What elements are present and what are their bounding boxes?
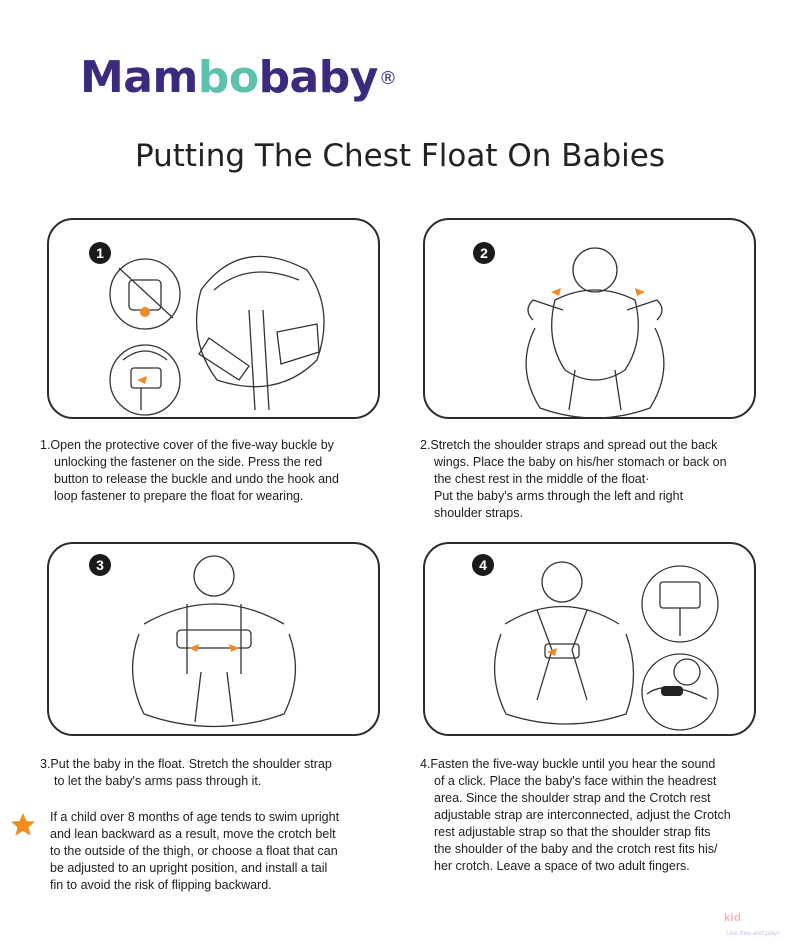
logo-text-3: baby (258, 52, 378, 103)
step-1-badge: 1 (89, 242, 111, 264)
watermark-tagline: Live free and play! (726, 930, 780, 937)
note-line: to the outside of the thigh, or choose a float that can (50, 844, 338, 858)
step-3-illustration (49, 544, 380, 736)
note-line: If a child over 8 months of age tends to swim upright (50, 810, 340, 824)
step-2-line: 2.Stretch the shoulder straps and spread out the back (420, 438, 718, 452)
step-4-line: rest adjustable strap so that the shoulder strap fits (434, 825, 711, 839)
brand-logo (80, 52, 396, 103)
step-3-illustration-panel (47, 542, 380, 736)
step-1-line: 1.Open the protective cover of the five-way buckle by (40, 438, 334, 452)
step-1-line: button to release the buckle and undo the hook and (54, 472, 339, 486)
logo-text-2: bo (197, 52, 259, 103)
step-4-line: area. Since the shoulder strap and the Crotch rest (434, 791, 711, 805)
step-2-instructions (420, 437, 770, 522)
page-title: Putting The Chest Float On Babies (134, 138, 666, 174)
step-3-line: 3.Put the baby in the float. Stretch the shoulder strap (40, 757, 332, 771)
watermark (722, 906, 794, 944)
note-line: and lean backward as a result, move the crotch belt (50, 827, 336, 841)
safety-note (50, 809, 390, 894)
step-4-badge: 4 (472, 554, 494, 576)
step-2-line: the chest rest in the middle of the float· (434, 472, 650, 486)
step-3-line: to let the baby's arms pass through it. (54, 774, 262, 788)
step-1-line: loop fastener to prepare the float for wearing. (54, 489, 304, 503)
step-4-instructions (420, 756, 770, 875)
step-4-line: adjustable strap are interconnected, adjust the Crotch (434, 808, 731, 822)
step-4-line: her crotch. Leave a space of two adult fingers. (434, 859, 690, 873)
note-line: be adjusted to an upright position, and install a tail (50, 861, 328, 875)
step-2-illustration (425, 220, 756, 419)
step-4-illustration (425, 544, 756, 736)
step-4-illustration-panel (423, 542, 756, 736)
step-4-line: 4.Fasten the five-way buckle until you hear the sound (420, 757, 716, 771)
logo-text-1: Mam (80, 52, 198, 103)
step-3-badge: 3 (89, 554, 111, 576)
step-2-line: wings. Place the baby on his/her stomach or back on (434, 455, 727, 469)
step-4-line: of a click. Place the baby's face within the headrest (434, 774, 717, 788)
star-icon (10, 812, 36, 838)
step-1-instructions (40, 437, 385, 505)
step-1-line: unlocking the fastener on the side. Press the red (54, 455, 323, 469)
step-2-badge: 2 (473, 242, 495, 264)
step-2-illustration-panel (423, 218, 756, 419)
step-3-instructions (40, 756, 385, 790)
step-1-illustration (49, 220, 380, 419)
registered-mark: ® (378, 68, 397, 89)
step-2-line: shoulder straps. (434, 506, 523, 520)
note-line: fin to avoid the risk of flipping backward. (50, 878, 272, 892)
watermark-word: kid (724, 912, 742, 924)
step-4-line: the shoulder of the baby and the crotch rest fits his/ (434, 842, 718, 856)
step-1-illustration-panel (47, 218, 380, 419)
step-2-line: Put the baby's arms through the left and right (434, 489, 684, 503)
